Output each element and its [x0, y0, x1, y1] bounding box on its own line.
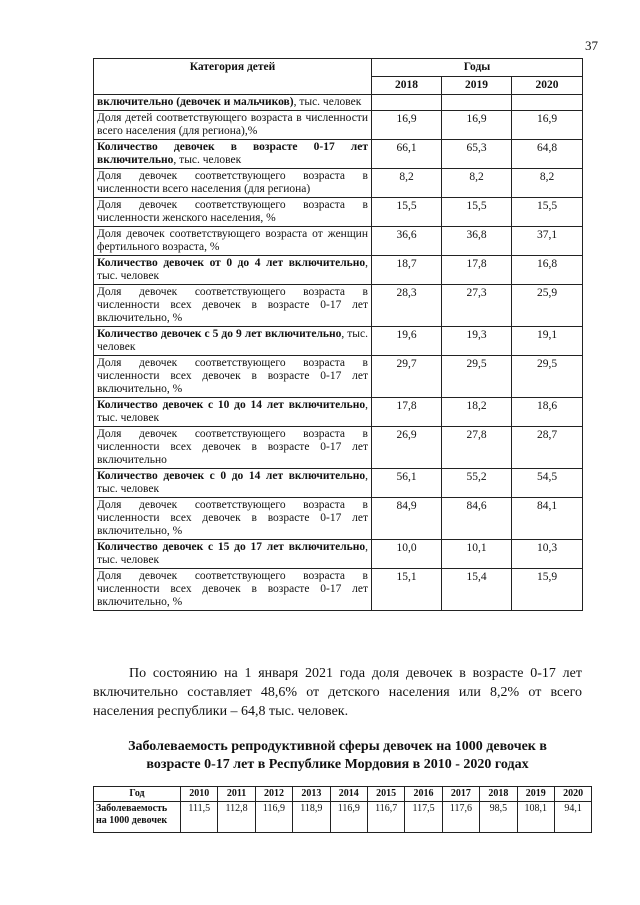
value-cell: 28,7 [512, 427, 583, 469]
row-label-bold: Количество девочек с 5 до 9 лет включительно [97, 328, 342, 340]
value-cell: 116,9 [330, 802, 367, 833]
row-label-text: , тыс. человек [97, 399, 368, 424]
row-label [94, 111, 372, 140]
value-cell: 15,5 [442, 198, 512, 227]
value-cell: 29,7 [372, 356, 442, 398]
table-row [94, 398, 583, 427]
row-label [94, 427, 372, 469]
row-label [94, 498, 372, 540]
value-cell: 65,3 [442, 140, 512, 169]
value-cell: 116,7 [367, 802, 404, 833]
header-year: 2012 [255, 787, 292, 802]
row-label [94, 569, 372, 611]
row-label [94, 356, 372, 398]
row-label [94, 327, 372, 356]
value-cell: 8,2 [512, 169, 583, 198]
header-year: 2019 [517, 787, 554, 802]
row-label-text: , тыс. человек [97, 541, 368, 566]
table-row [94, 427, 583, 469]
row-label-text: Доля девочек соответствующего возраста в численности всех девочек в возрасте 0-17 лет включительно, % [97, 570, 368, 608]
row-label-bold: Количество девочек в возрасте 0-17 лет включительно [97, 141, 368, 166]
row-label: Заболеваемость на 1000 девочек [94, 802, 181, 833]
header-category: Категория детей [94, 59, 372, 95]
value-cell: 94,1 [554, 802, 591, 833]
morbidity-table [93, 786, 592, 833]
row-label [94, 256, 372, 285]
row-label-bold: Количество девочек с 15 до 17 лет включительно [97, 541, 366, 553]
value-cell: 10,1 [442, 540, 512, 569]
table-row [94, 569, 583, 611]
header-year: 2018 [480, 787, 517, 802]
header-year-label: Год [94, 787, 181, 802]
value-cell: 18,2 [442, 398, 512, 427]
header-year: 2017 [442, 787, 479, 802]
row-label-text: Доля девочек соответствующего возраста в численности всех девочек в возрасте 0-17 лет включительно [97, 428, 368, 466]
row-label-bold: Количество девочек с 10 до 14 лет включительно [97, 399, 366, 411]
value-cell: 18,7 [372, 256, 442, 285]
header-year: 2013 [293, 787, 330, 802]
value-cell: 37,1 [512, 227, 583, 256]
value-cell: 112,8 [218, 802, 255, 833]
header-years: Годы [372, 59, 583, 77]
value-cell: 117,6 [442, 802, 479, 833]
value-cell: 36,8 [442, 227, 512, 256]
value-cell: 27,8 [442, 427, 512, 469]
table-row [94, 169, 583, 198]
row-label-text: Доля девочек соответствующего возраста от женщин фертильного возраста, % [97, 228, 368, 253]
row-label-text: Доля девочек соответствующего возраста в численности всех девочек в возрасте 0-17 лет включительно, % [97, 357, 368, 395]
value-cell: 15,1 [372, 569, 442, 611]
value-cell: 116,9 [255, 802, 292, 833]
morbidity-data-row [94, 802, 592, 833]
value-cell: 55,2 [442, 469, 512, 498]
value-cell: 15,9 [512, 569, 583, 611]
row-label [94, 540, 372, 569]
row-label-bold: Количество девочек с 0 до 14 лет включительно [97, 470, 366, 482]
value-cell: 111,5 [181, 802, 218, 833]
table-row [94, 140, 583, 169]
value-cell: 15,5 [512, 198, 583, 227]
table-row [94, 227, 583, 256]
row-label-bold: включительно (девочек и мальчиков) [97, 96, 294, 108]
table-row [94, 95, 583, 111]
value-cell: 16,9 [442, 111, 512, 140]
row-label-text: Доля девочек соответствующего возраста в численности всех девочек в возрасте 0-17 лет включительно, % [97, 499, 368, 537]
value-cell: 36,6 [372, 227, 442, 256]
table-row [94, 540, 583, 569]
table-row [94, 356, 583, 398]
summary-text: По состоянию на 1 января 2021 года доля девочек в возрасте 0-17 лет включительно составляет 48,6% от детского населения или 8,2% от всего населения республики – 64,8 тыс. человек. [93, 666, 582, 719]
value-cell: 84,9 [372, 498, 442, 540]
value-cell: 15,4 [442, 569, 512, 611]
value-cell: 54,5 [512, 469, 583, 498]
header-year: 2016 [405, 787, 442, 802]
value-cell: 84,1 [512, 498, 583, 540]
value-cell: 108,1 [517, 802, 554, 833]
value-cell: 19,3 [442, 327, 512, 356]
header-year: 2015 [367, 787, 404, 802]
value-cell: 8,2 [442, 169, 512, 198]
row-label-text: Доля девочек соответствующего возраста в численности всего населения (для региона) [97, 170, 368, 195]
header-year: 2018 [372, 77, 442, 95]
table-row [94, 256, 583, 285]
value-cell [442, 95, 512, 111]
title-line: возрасте 0-17 лет в Республике Мордовия в 2010 - 2020 годах [146, 757, 529, 772]
value-cell: 16,9 [372, 111, 442, 140]
value-cell: 17,8 [442, 256, 512, 285]
value-cell: 29,5 [442, 356, 512, 398]
value-cell: 98,5 [480, 802, 517, 833]
value-cell: 27,3 [442, 285, 512, 327]
value-cell: 26,9 [372, 427, 442, 469]
value-cell [372, 95, 442, 111]
value-cell: 117,5 [405, 802, 442, 833]
row-label [94, 469, 372, 498]
section-title [93, 738, 582, 774]
row-label [94, 227, 372, 256]
value-cell: 118,9 [293, 802, 330, 833]
header-year: 2019 [442, 77, 512, 95]
table-header-row-1 [94, 59, 583, 77]
row-label-text: , тыс. человек [97, 328, 368, 353]
value-cell: 28,3 [372, 285, 442, 327]
value-cell: 64,8 [512, 140, 583, 169]
value-cell: 16,8 [512, 256, 583, 285]
table-row [94, 198, 583, 227]
title-line: Заболеваемость репродуктивной сферы девочек на 1000 девочек в [128, 739, 547, 754]
row-label-bold: Количество девочек от 0 до 4 лет включительно [97, 257, 366, 269]
row-label-text: , тыс. человек [97, 257, 368, 282]
header-year: 2011 [218, 787, 255, 802]
row-label [94, 95, 372, 111]
table-row [94, 498, 583, 540]
value-cell: 16,9 [512, 111, 583, 140]
value-cell: 56,1 [372, 469, 442, 498]
row-label-text: Доля детей соответствующего возраста в численности всего населения (для региона),% [97, 112, 368, 137]
header-year: 2010 [181, 787, 218, 802]
value-cell: 19,1 [512, 327, 583, 356]
value-cell: 15,5 [372, 198, 442, 227]
table-row [94, 111, 583, 140]
row-label-text: , тыс. человек [293, 96, 362, 108]
value-cell: 10,0 [372, 540, 442, 569]
header-year: 2014 [330, 787, 367, 802]
row-label [94, 169, 372, 198]
value-cell: 8,2 [372, 169, 442, 198]
row-label [94, 285, 372, 327]
row-label [94, 140, 372, 169]
table-row [94, 469, 583, 498]
value-cell: 84,6 [442, 498, 512, 540]
value-cell: 25,9 [512, 285, 583, 327]
header-year: 2020 [554, 787, 591, 802]
row-label-text: , тыс. человек [173, 154, 242, 166]
row-label-text: Доля девочек соответствующего возраста в численности женского населения, % [97, 199, 368, 224]
summary-paragraph [93, 664, 582, 721]
row-label [94, 398, 372, 427]
row-label-text: Доля девочек соответствующего возраста в численности всех девочек в возрасте 0-17 лет включительно, % [97, 286, 368, 324]
table-row [94, 285, 583, 327]
value-cell: 18,6 [512, 398, 583, 427]
value-cell: 19,6 [372, 327, 442, 356]
value-cell: 10,3 [512, 540, 583, 569]
row-label-text: , тыс. человек [97, 470, 368, 495]
value-cell: 66,1 [372, 140, 442, 169]
morbidity-header-row [94, 787, 592, 802]
page-number: 37 [585, 38, 598, 53]
table-row [94, 327, 583, 356]
header-year: 2020 [512, 77, 583, 95]
value-cell: 29,5 [512, 356, 583, 398]
children-category-table [93, 58, 583, 611]
value-cell: 17,8 [372, 398, 442, 427]
value-cell [512, 95, 583, 111]
row-label [94, 198, 372, 227]
